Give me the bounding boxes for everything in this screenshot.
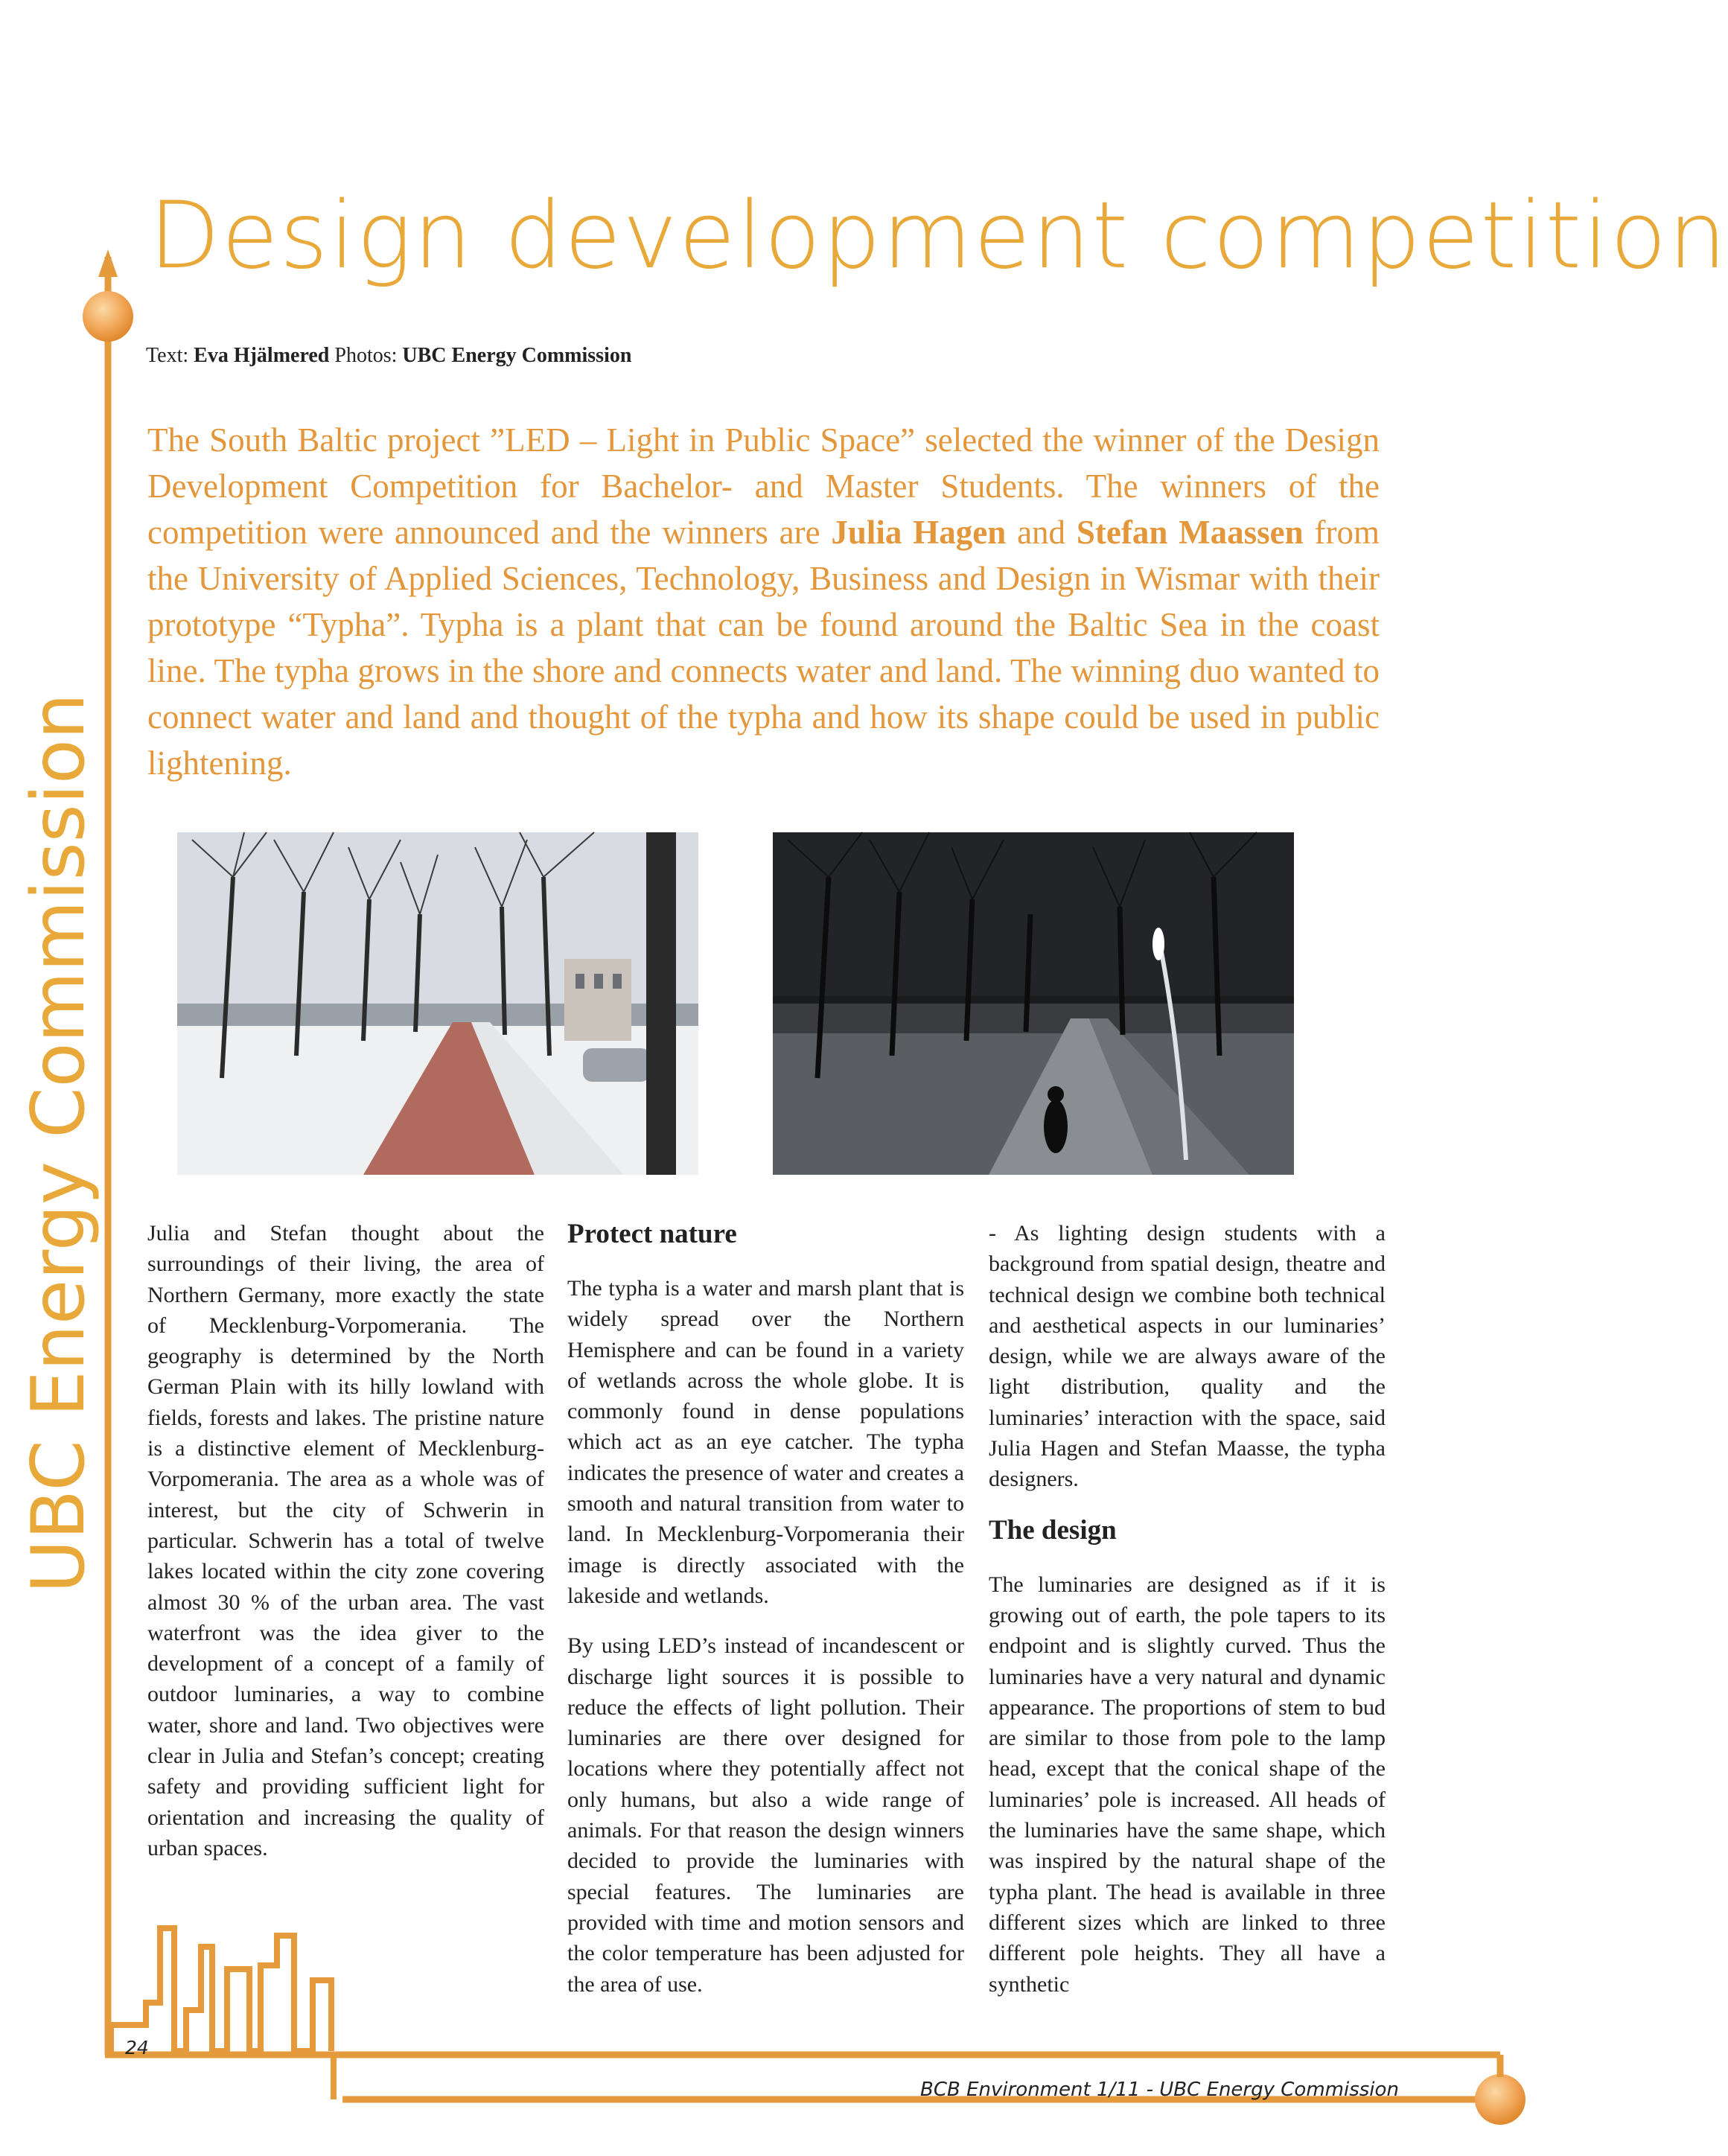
credits-photos-label: Photos: — [334, 344, 398, 367]
photographer-name: UBC Energy Commission — [402, 344, 632, 367]
intro-and: and — [1006, 514, 1077, 551]
column-3 — [989, 1218, 1386, 2019]
side-section-label: UBC Energy Commission — [16, 692, 101, 1593]
arrow-head-icon — [98, 249, 118, 277]
skyline-decoration — [111, 1928, 334, 2099]
byline — [146, 344, 631, 368]
photo-snowy-avenue-day — [177, 832, 698, 1175]
intro-paragraph — [147, 417, 1380, 786]
intro-text-1: The South Baltic project ”LED – Light in Public Space” selected the winner of the Design Development Competition for Bachelor- and Master Students. The winners of the competition were announced and the winners are — [147, 421, 1380, 551]
photo-snowy-avenue-night — [773, 832, 1294, 1175]
col1-paragraph-1: Julia and Stefan thought about the surroundings of their living, the area of Northern Germany, more exactly the state of Mecklenburg-Vorpomerania. The geography is determined by the North German Plain with its hilly lowland with fields, forests and lakes. The pristine nature is a distinctive element of Mecklenburg-Vorpomerania. The area as a whole was of interest, but the city of Schwerin in particular. Schwerin has a total of twelve lakes located within the city zone covering almost 30 % of the urban area. The vast waterfront was the idea giver to the development of a concept of a family of outdoor luminaries, a way to combine water, shore and land. Two objectives were clear in Julia and Stefan’s concept; creating safety and providing sufficient light for orientation and increasing the quality of urban spaces. — [147, 1221, 544, 1860]
page-title: Design development competition — [149, 182, 1728, 290]
col2-paragraph-2: By using LED’s instead of incandescent or discharge light sources it is possible to reduce the effects of light pollution. Their luminaries are there over designed for locations where they potentially affect not only humans, but also a wide range of animals. For that reason the design winners decided to provide the luminaries with special features. The luminaries are provided with time and motion sensors and the color temperature has been adjusted for the area of use. — [567, 1633, 964, 1997]
author-name: Eva Hjälmered — [194, 344, 330, 367]
page-number: 24 — [125, 2037, 149, 2058]
column-2 — [567, 1218, 964, 2019]
col3-paragraph-2: The luminaries are designed as if it is growing out of earth, the pole tapers to its endpoint and is slightly curved. Thus the luminaries have a very natural and dynamic appearance. The proportions of stem to bud are similar to those from pole to the lamp head, except that the conical shape of the luminaries’ pole is increased. All heads of the luminaries have the same shape, which was inspired by the natural shape of the typha plant. The head is available in three different sizes which are linked to three different pole heights. They all have a synthetic — [989, 1572, 1386, 1997]
intro-text-2: from the University of Applied Sciences, Technology, Business and Design in Wismar with their prototype “Typha”. Typha is a plant that can be found around the Baltic Sea in the coast line. The typha grows in the shore and connects water and land. The winning duo wanted to connect water and land and thought of the typha and how its shape could be used in public lightening. — [147, 514, 1380, 782]
frame-ball-bottom — [1475, 2074, 1525, 2125]
winner-name-2: Stefan Maassen — [1076, 514, 1304, 551]
col2-paragraph-1: The typha is a water and marsh plant that is widely spread over the Northern Hemisphere and can be found in a variety of wetlands across the whole globe. It is commonly found in dense populations which act as an eye catcher. The typha indicates the presence of water and creates a smooth and natural transition from water to land. In Mecklenburg-Vorpomerania their image is directly associated with the lakeside and wetlands. — [567, 1276, 964, 1608]
frame-ball-top — [83, 291, 133, 342]
credits-text-label: Text: — [146, 344, 189, 367]
footer-publication: BCB Environment 1/11 - UBC Energy Commission — [920, 2079, 1399, 2101]
col3-paragraph-1: - As lighting design students with a background from spatial design, theatre and technical design we combine both technical and aesthetical aspects in our luminaries’ design, while we are always aware of the light distribution, quality and the luminaries’ interaction with the space, said Julia Hagen and Stefan Maasse, the typha designers. — [989, 1221, 1386, 1492]
heading-the-design: The design — [989, 1514, 1117, 1546]
winner-name-1: Julia Hagen — [831, 514, 1007, 551]
heading-protect-nature: Protect nature — [567, 1219, 737, 1249]
column-1 — [147, 1218, 544, 1883]
